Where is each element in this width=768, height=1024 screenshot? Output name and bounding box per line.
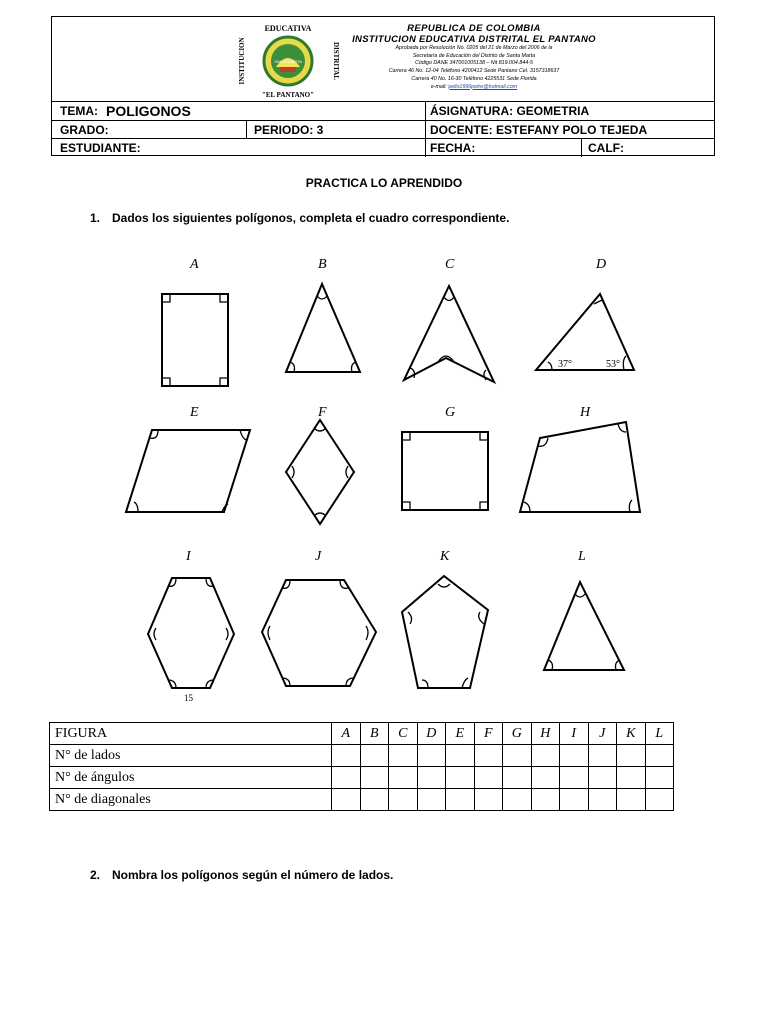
asignatura: ÁSIGNATURA: GEOMETRIA xyxy=(430,104,590,118)
section-title: PRACTICA LO APRENDIDO xyxy=(305,176,463,190)
answer-cell[interactable] xyxy=(560,789,589,811)
answer-cell[interactable] xyxy=(588,767,617,789)
table-col-i: I xyxy=(560,723,589,745)
answer-cell[interactable] xyxy=(389,745,418,767)
answer-cell[interactable] xyxy=(503,767,532,789)
row-label-lados: N° de lados xyxy=(50,745,332,767)
resolution-line: Aprobada por Resolución No. 0205 del 21 de Marzo del 2006 de la xyxy=(395,45,553,51)
question-1-number: 1. xyxy=(90,211,101,225)
question-1-text: Dados los siguientes polígonos, completa el cuadro correspondiente. xyxy=(112,211,510,225)
table-col-b: B xyxy=(360,723,389,745)
figure-label-g: G xyxy=(445,405,456,420)
table-col-l: L xyxy=(645,723,674,745)
logo-center-text: SANTA MARTA xyxy=(274,59,302,64)
docente: DOCENTE: ESTEFANY POLO TEJEDA xyxy=(430,123,648,137)
table-col-d: D xyxy=(417,723,446,745)
answer-cell[interactable] xyxy=(503,745,532,767)
answer-cell[interactable] xyxy=(645,789,674,811)
table-col-f: F xyxy=(474,723,503,745)
table-col-k: K xyxy=(617,723,646,745)
answer-cell[interactable] xyxy=(560,767,589,789)
answer-cell[interactable] xyxy=(474,789,503,811)
answer-cell[interactable] xyxy=(617,789,646,811)
table-row xyxy=(50,789,674,811)
answer-cell[interactable] xyxy=(360,789,389,811)
answer-cell[interactable] xyxy=(332,745,361,767)
table-row xyxy=(50,767,674,789)
table-col-j: J xyxy=(588,723,617,745)
angle-label-37: 37° xyxy=(558,359,572,370)
figure-k-pentagon xyxy=(402,576,488,688)
email-link[interactable]: pello1996petre@hotmail.com xyxy=(448,83,518,90)
figure-label-d: D xyxy=(596,257,607,272)
answer-cell[interactable] xyxy=(617,767,646,789)
address-line-2: Carrera 40 No. 16-30 Teléfono 4225531 Sede Florida xyxy=(411,75,537,82)
tema-label: TEMA: xyxy=(60,104,98,118)
answer-cell[interactable] xyxy=(617,745,646,767)
answer-cell[interactable] xyxy=(389,789,418,811)
figure-label-f: F xyxy=(318,405,327,420)
answer-cell[interactable] xyxy=(332,789,361,811)
figure-label-c: C xyxy=(445,257,455,272)
table-col-c: C xyxy=(389,723,418,745)
answer-cell[interactable] xyxy=(531,767,560,789)
answer-cell[interactable] xyxy=(417,767,446,789)
figure-i-hexagon xyxy=(148,578,234,688)
answer-cell[interactable] xyxy=(588,745,617,767)
answer-cell[interactable] xyxy=(389,767,418,789)
figure-label-e: E xyxy=(190,405,199,420)
table-col-a: A xyxy=(332,723,361,745)
figure-j-hexagon xyxy=(262,580,376,686)
answer-cell[interactable] xyxy=(531,789,560,811)
angle-label-53: 53° xyxy=(606,359,620,370)
figure-f-rhombus xyxy=(286,420,354,524)
logo-left-text: INSTITUCION xyxy=(238,37,246,85)
answer-cell[interactable] xyxy=(645,745,674,767)
grado-label: GRADO: xyxy=(60,123,109,137)
table-row xyxy=(50,745,674,767)
answer-cell[interactable] xyxy=(417,789,446,811)
email-label: e-mail: xyxy=(430,83,447,90)
logo-right-text: DISTRITAL xyxy=(332,42,340,80)
answer-cell[interactable] xyxy=(360,767,389,789)
row-label-angulos: N° de ángulos xyxy=(50,767,332,789)
table-col-g: G xyxy=(503,723,532,745)
figure-label-h: H xyxy=(580,405,591,420)
answer-cell[interactable] xyxy=(332,767,361,789)
school-name: INSTITUCION EDUCATIVA DISTRITAL EL PANTANO xyxy=(352,34,596,45)
question-2-number: 2. xyxy=(90,868,101,882)
figure-g-square xyxy=(402,432,488,510)
figure-e-parallelogram xyxy=(126,430,250,512)
row-label-diagonales: N° de diagonales xyxy=(50,789,332,811)
figure-label-l: L xyxy=(578,549,586,564)
table-header-label: FIGURA xyxy=(50,723,332,745)
question-2-text: Nombra los polígonos según el número de lados. xyxy=(112,868,394,882)
answer-cell[interactable] xyxy=(474,767,503,789)
figure-label-j: J xyxy=(315,549,322,564)
answer-cell[interactable] xyxy=(531,745,560,767)
answer-cell[interactable] xyxy=(560,745,589,767)
side-label-15: 15 xyxy=(184,693,193,703)
table-header-row xyxy=(50,723,674,745)
periodo: PERIODO: 3 xyxy=(254,123,324,137)
answer-cell[interactable] xyxy=(360,745,389,767)
figure-label-b: B xyxy=(318,257,327,272)
estudiante-label: ESTUDIANTE: xyxy=(60,141,141,155)
answer-cell[interactable] xyxy=(474,745,503,767)
dane-line: Código DANE 347001005138 – Nit 819.004.844-5 xyxy=(415,60,533,67)
answer-cell[interactable] xyxy=(503,789,532,811)
address-line-1: Carrera 46 No. 12-04 Teléfono 4200412 Sede Pantano Cel. 3157318637 xyxy=(388,68,560,75)
fecha-label: FECHA: xyxy=(430,141,476,155)
figure-h-quadrilateral xyxy=(520,422,640,512)
logo-bottom-text: "EL PANTANO" xyxy=(261,91,315,99)
table-col-h: H xyxy=(531,723,560,745)
country-line: REPUBLICA DE COLOMBIA xyxy=(407,23,541,34)
answer-cell[interactable] xyxy=(645,767,674,789)
answer-cell[interactable] xyxy=(446,767,475,789)
figure-a-rectangle xyxy=(162,294,228,386)
answer-cell[interactable] xyxy=(588,789,617,811)
answer-cell[interactable] xyxy=(446,745,475,767)
figure-c-concave xyxy=(404,286,494,382)
tema-value: POLIGONOS xyxy=(106,103,191,119)
figure-label-a: A xyxy=(190,257,199,272)
figure-label-i: I xyxy=(186,549,191,564)
answer-cell[interactable] xyxy=(446,789,475,811)
figure-b-triangle xyxy=(286,284,360,372)
table-col-e: E xyxy=(446,723,475,745)
figure-l-triangle xyxy=(544,582,624,670)
calf-label: CALF: xyxy=(588,141,624,155)
answer-cell[interactable] xyxy=(417,745,446,767)
figure-properties-table xyxy=(49,722,674,811)
logo-top-text: EDUCATIVA xyxy=(264,24,312,33)
secretaria-line: Secretaría de Educación del Distrito de Santa Marta xyxy=(412,52,536,59)
figure-label-k: K xyxy=(440,549,450,564)
